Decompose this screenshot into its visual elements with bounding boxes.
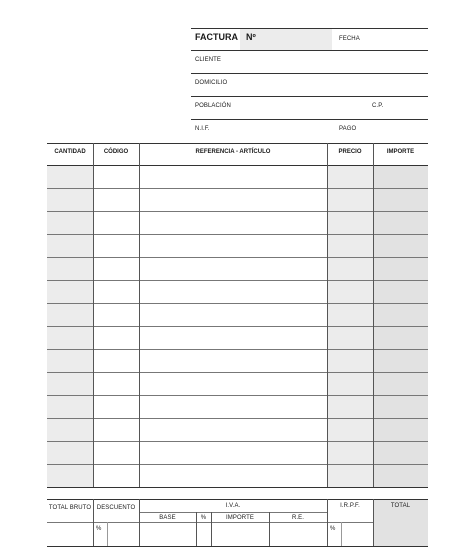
footer-line-mid <box>139 512 327 513</box>
fecha-label: FECHA <box>339 36 360 42</box>
cliente-label: CLIENTE <box>195 57 222 63</box>
total-label: TOTAL <box>390 503 411 509</box>
numero-label: Nº <box>246 32 256 42</box>
domicilio-label: DOMICILIO <box>195 80 228 86</box>
header-line-3 <box>191 96 428 97</box>
importe-label: IMPORTE <box>226 515 254 521</box>
re-label: R.E. <box>291 515 305 521</box>
header-line-2 <box>191 73 428 74</box>
col-header-referencia: REFERENCIA - ARTÍCULO <box>195 149 271 155</box>
descuento-label: DESCUENTO <box>96 505 136 511</box>
total-bruto-label: TOTAL BRUTO <box>48 505 92 511</box>
table-line-top <box>47 143 428 144</box>
col-header-codigo: CÓDIGO <box>103 149 129 155</box>
table-row-line <box>47 234 428 235</box>
table-header-bottom <box>47 165 428 166</box>
table-line-bottom <box>47 487 428 488</box>
header-line-1 <box>191 50 428 51</box>
table-row-line <box>47 395 428 396</box>
table-col-line <box>373 143 374 487</box>
col-header-precio: PRECIO <box>338 149 362 155</box>
table-row-line <box>47 303 428 304</box>
irpf-pct-label: % <box>330 526 336 532</box>
table-row-line <box>47 441 428 442</box>
footer-line-bottom <box>47 546 428 547</box>
irpf-label: I.R.P.F. <box>340 503 360 509</box>
table-row-line <box>47 372 428 373</box>
table-row-line <box>47 211 428 212</box>
descuento-pct-label: % <box>96 526 102 532</box>
table-row-line <box>47 349 428 350</box>
poblacion-label: POBLACIÓN <box>195 103 231 109</box>
footer-line-top <box>47 499 428 500</box>
table-row-line <box>47 464 428 465</box>
col-header-cantidad: CANTIDAD <box>54 149 86 155</box>
table-row-line <box>47 188 428 189</box>
footer-col-line <box>341 522 342 546</box>
base-label: BASE <box>159 515 176 521</box>
col-header-importe: IMPORTE <box>386 149 415 155</box>
factura-title: FACTURA <box>195 32 238 42</box>
iva-label: I.V.A. <box>225 503 241 509</box>
table-row-line <box>47 257 428 258</box>
table-row-line <box>47 326 428 327</box>
table-row-line <box>47 280 428 281</box>
footer-col-line <box>107 522 108 546</box>
table-col-line <box>93 143 94 487</box>
header-line-4 <box>191 119 428 120</box>
header-line-top <box>191 28 428 29</box>
cp-label: C.P. <box>372 103 384 109</box>
iva-pct-label: % <box>200 515 207 521</box>
table-col-line <box>139 143 140 487</box>
table-col-line <box>327 143 328 487</box>
table-row-line <box>47 418 428 419</box>
pago-label: PAGO <box>339 126 357 132</box>
nif-label: N.I.F. <box>195 126 210 132</box>
